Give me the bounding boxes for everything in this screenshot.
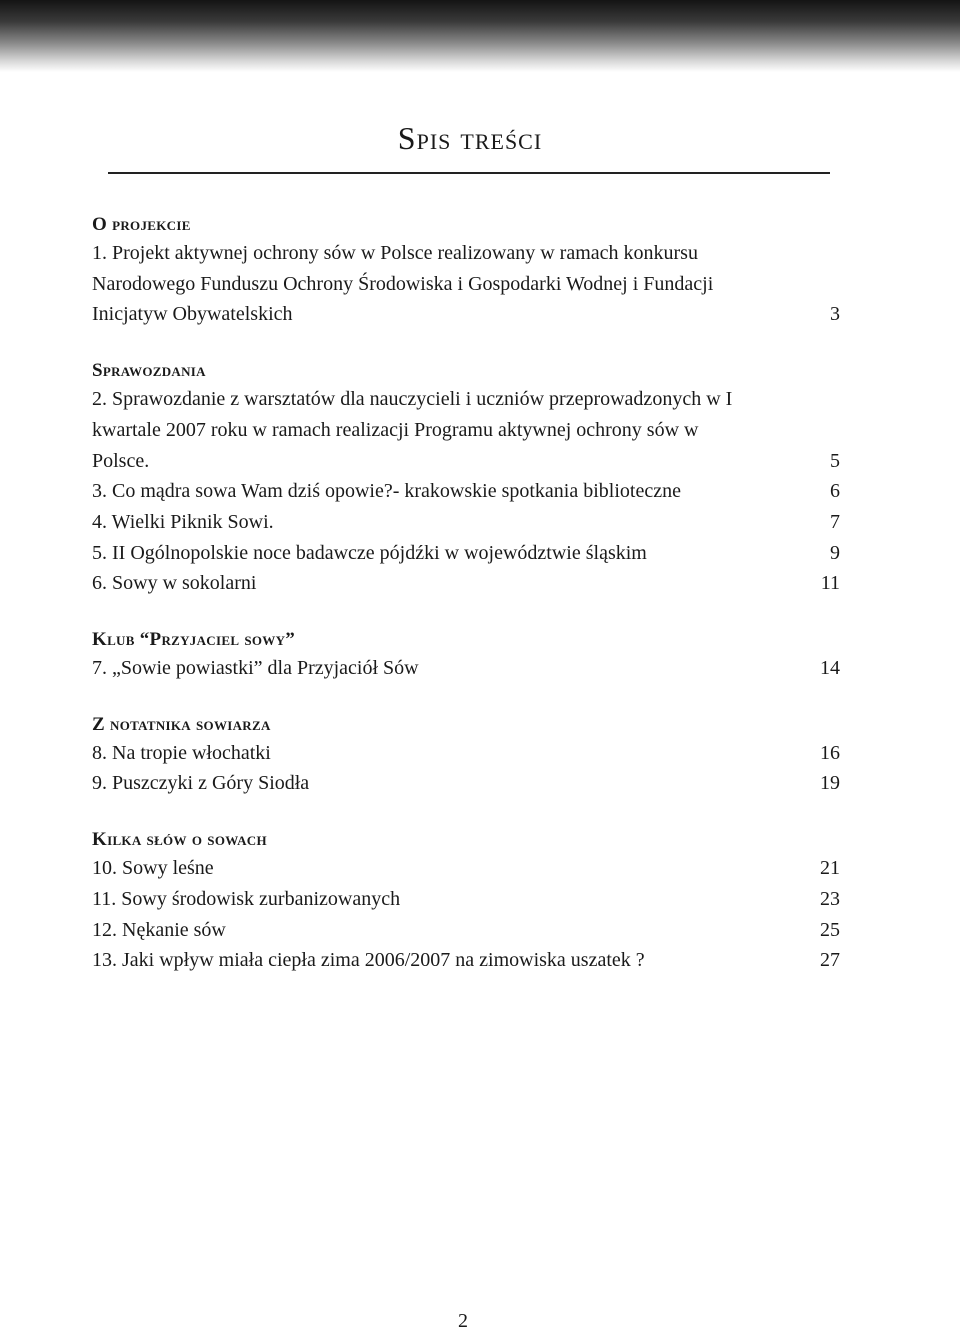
toc-entry[interactable] [92, 476, 840, 507]
entry-title: 13. Jaki wpływ miała ciepła zima 2006/2007 na zimowiska uszatek ? [92, 949, 645, 972]
entry-title: 3. Co mądra sowa Wam dziś opowie?- krakowskie spotkania biblioteczne [92, 480, 681, 503]
entry-page-number: 3 [830, 303, 840, 326]
entry-page-number: 19 [820, 772, 840, 795]
entry-page-number: 25 [820, 918, 840, 941]
entry-title: 7. „Sowie powiastki” dla Przyjaciół Sów [92, 657, 419, 680]
entry-page-number: 7 [830, 510, 840, 533]
entry-page-number: 5 [830, 449, 840, 472]
page-number: 2 [458, 1310, 468, 1332]
entry-page-number: 23 [820, 887, 840, 910]
section-heading: Sprawozdania [92, 360, 206, 382]
section-heading: Z notatnika sowiarza [92, 713, 271, 735]
entry-page-number: 16 [820, 741, 840, 764]
toc-section-z-notatnika-sowiarza [92, 714, 840, 799]
toc-entry[interactable] [92, 945, 840, 976]
page-title: Spis treści [397, 120, 543, 156]
entry-page-number: 11 [820, 572, 840, 595]
section-heading: Klub “Przyjaciel sowy” [92, 629, 296, 651]
toc-section-kilka-slow-o-sowach [92, 829, 840, 976]
title-underline [108, 172, 830, 174]
toc-entry[interactable] [92, 568, 840, 599]
toc-entry[interactable] [92, 884, 840, 915]
toc-entry[interactable] [92, 653, 840, 684]
entry-title: 10. Sowy leśne [92, 857, 214, 880]
entry-title: 5. II Ogólnopolskie noce badawcze pójdźki w województwie śląskim [92, 541, 647, 564]
entry-title: 8. Na tropie włochatki [92, 741, 271, 764]
toc-entry[interactable] [92, 768, 840, 799]
entry-page-number: 6 [830, 480, 840, 503]
toc-section-sprawozdania [92, 360, 840, 599]
section-heading: O projekcie [92, 214, 191, 235]
toc-entry[interactable] [92, 238, 840, 330]
entry-title: 9. Puszczyki z Góry Siodła [92, 772, 310, 795]
entry-title: 12. Nękanie sów [92, 918, 226, 941]
entry-title: 1. Projekt aktywnej ochrony sów w Polsce realizowany w ramach konkursu Narodowego Funduszu Ochrony Środowiska i Gospodarki Wodnej i Fundacji Inicjatyw Obywatelskich [92, 242, 714, 326]
table-of-contents [92, 214, 840, 1006]
toc-entry[interactable] [92, 915, 840, 946]
entry-page-number: 9 [830, 541, 840, 564]
toc-entry[interactable] [92, 507, 840, 538]
entry-title: 11. Sowy środowisk zurbanizowanych [92, 887, 401, 910]
toc-entry[interactable] [92, 384, 840, 476]
entry-page-number: 21 [820, 857, 840, 880]
entry-page-number: 14 [820, 657, 840, 680]
toc-entry[interactable] [92, 738, 840, 769]
toc-entry[interactable] [92, 853, 840, 884]
entry-page-number: 27 [820, 949, 840, 972]
toc-section-o-projekcie [92, 214, 840, 330]
toc-entry[interactable] [92, 538, 840, 569]
toc-section-klub-przyjaciel-sowy [92, 629, 840, 684]
top-scan-shadow [0, 0, 960, 72]
section-heading: Kilka słów o sowach [92, 829, 267, 851]
entry-title: 4. Wielki Piknik Sowi. [92, 510, 274, 533]
entry-title: 2. Sprawozdanie z warsztatów dla nauczycieli i uczniów przeprowadzonych w I kwartale 2007 roku w ramach realizacji Programu aktywnej ochrony sów w Polsce. [92, 388, 733, 472]
entry-title: 6. Sowy w sokolarni [92, 572, 257, 595]
